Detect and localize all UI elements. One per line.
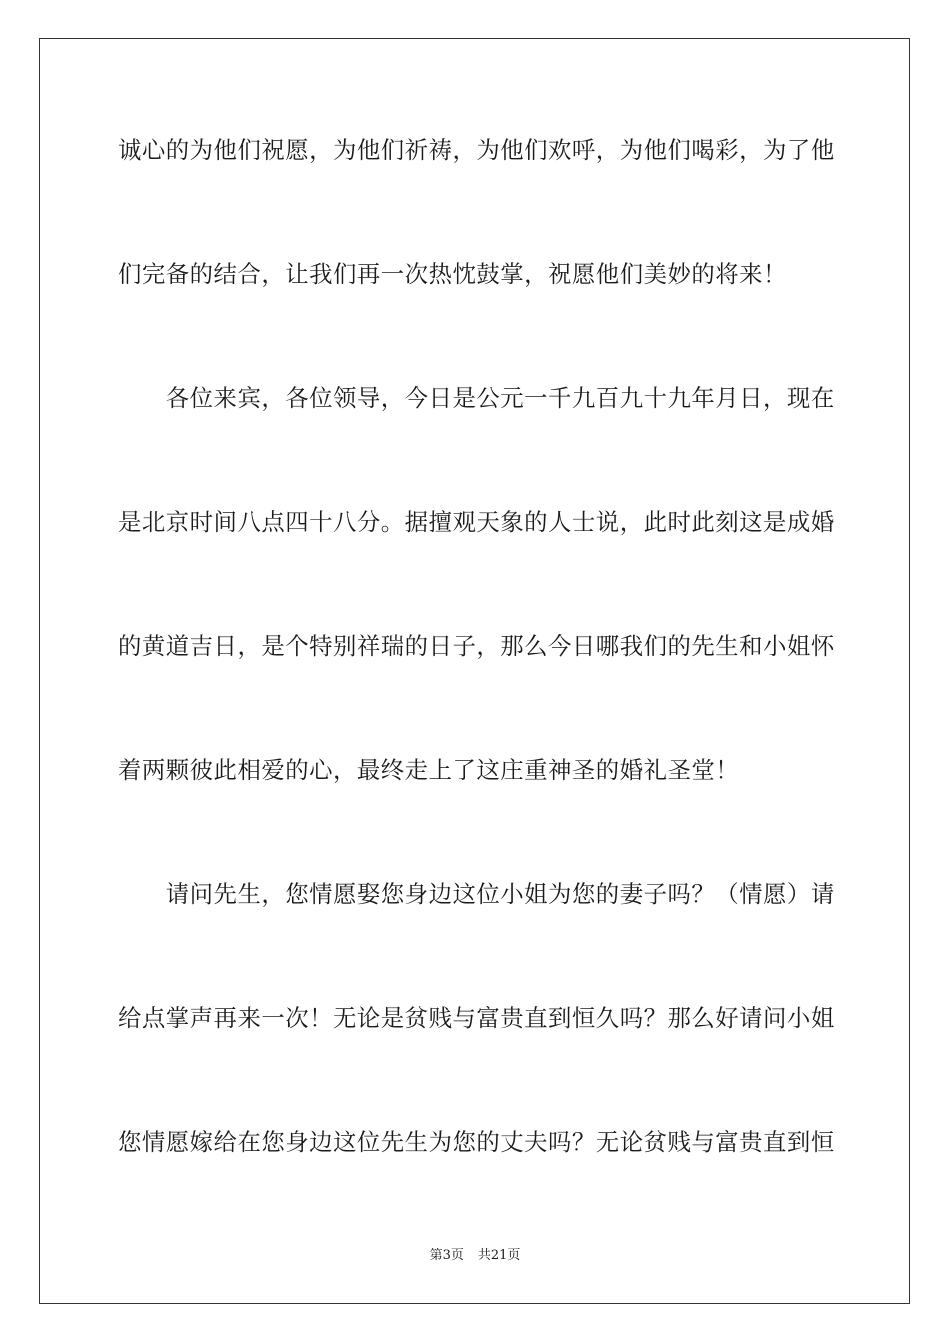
body-text-line: 是北京时间八点四十八分。据擅观天象的人士说，此时此刻这是成婚 (118, 508, 835, 536)
page-footer (0, 1246, 950, 1266)
body-text-line: 请问先生，您情愿娶您身边这位小姐为您的妻子吗？（情愿）请 (118, 880, 835, 908)
page-number: 第3页 (429, 1248, 464, 1263)
body-text-line: 的黄道吉日，是个特别祥瑞的日子，那么今日哪我们的先生和小姐怀 (118, 632, 835, 660)
body-text-line: 您情愿嫁给在您身边这位先生为您的丈夫吗？无论贫贱与富贵直到恒 (118, 1128, 835, 1156)
page-total: 共21页 (477, 1248, 521, 1263)
body-text-line: 各位来宾，各位领导，今日是公元一千九百九十九年月日，现在 (118, 384, 835, 412)
body-text-line: 们完备的结合，让我们再一次热忱鼓掌，祝愿他们美妙的将来！ (118, 260, 787, 288)
page-border (39, 38, 910, 1304)
body-text-line: 诚心的为他们祝愿，为他们祈祷，为他们欢呼，为他们喝彩，为了他 (118, 136, 835, 164)
body-text-line: 着两颗彼此相爱的心，最终走上了这庄重神圣的婚礼圣堂！ (118, 756, 740, 784)
body-text-line: 给点掌声再来一次！无论是贫贱与富贵直到恒久吗？那么好请问小姐 (118, 1004, 835, 1032)
